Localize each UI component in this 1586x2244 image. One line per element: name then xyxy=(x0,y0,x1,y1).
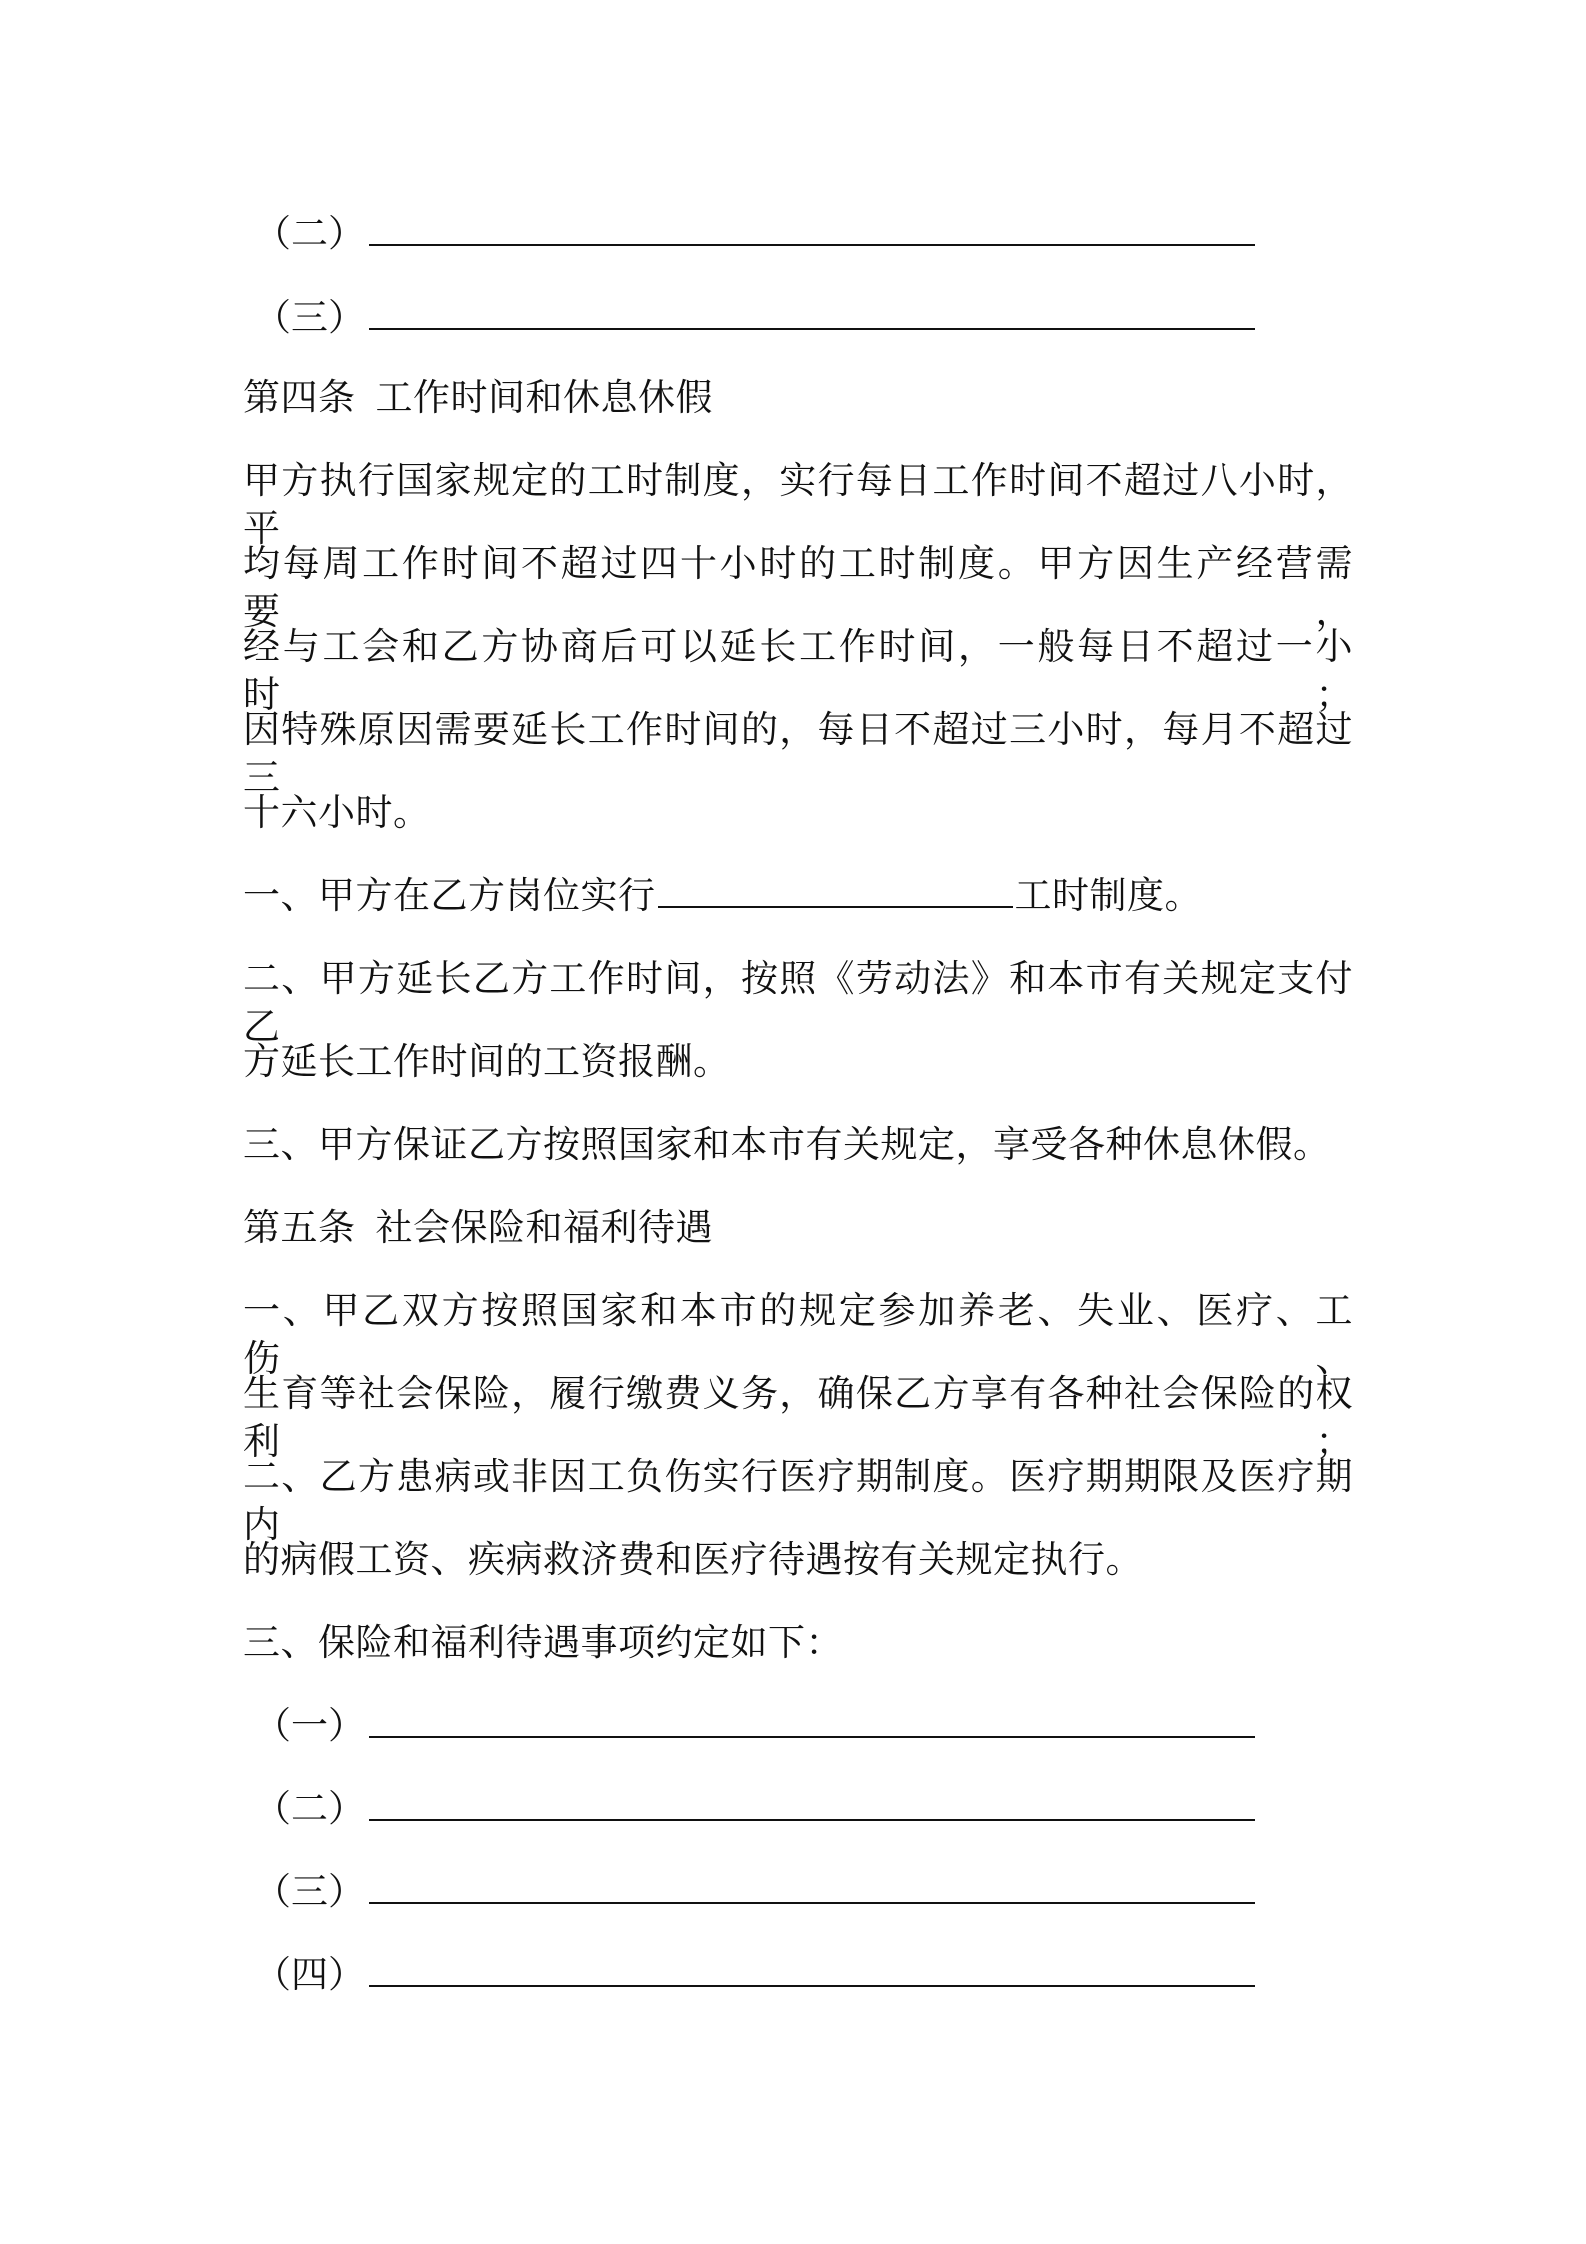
top-item-2 xyxy=(254,210,1255,258)
clause-text: 工时制度。 xyxy=(1014,874,1202,917)
article-5-clause-2-line: 的病假工资、疾病救济费和医疗待遇按有关规定执行。 xyxy=(243,1538,1143,1581)
clause-text: 一、甲方在乙方岗位实行 xyxy=(243,874,656,917)
article-4-clause-2-line: 方延长工作时间的工资报酬。 xyxy=(243,1040,731,1083)
fill-in-blank[interactable] xyxy=(369,1706,1255,1738)
benefit-item-2 xyxy=(254,1785,1255,1833)
article-4-intro-line: 因特殊原因需要延长工作时间的，每日不超过三小时，每月不超过三 xyxy=(243,708,1353,799)
article-number: 第四条 xyxy=(243,376,356,419)
top-item-3 xyxy=(254,294,1255,342)
article-5-clause-2-line: 二、乙方患病或非因工负伤实行医疗期制度。医疗期期限及医疗期内 xyxy=(243,1455,1353,1546)
article-4-intro-line: 甲方执行国家规定的工时制度，实行每日工作时间不超过八小时，平 xyxy=(243,459,1353,550)
benefit-item-3 xyxy=(254,1868,1255,1916)
item-label: （一） xyxy=(254,1704,365,1747)
item-label: （二） xyxy=(254,212,365,255)
article-4-clause-3: 三、甲方保证乙方按照国家和本市有关规定，享受各种休息休假。 xyxy=(243,1123,1331,1166)
fill-in-blank[interactable] xyxy=(369,214,1255,246)
work-hours-system-blank[interactable] xyxy=(658,876,1013,908)
article-5-clause-1-line: 一、甲乙双方按照国家和本市的规定参加养老、失业、医疗、工伤、 xyxy=(243,1289,1353,1380)
item-label: （三） xyxy=(254,1870,365,1913)
benefit-item-1 xyxy=(254,1702,1255,1750)
article-5-clause-1-line: 生育等社会保险，履行缴费义务，确保乙方享有各种社会保险的权利； xyxy=(243,1372,1353,1463)
article-4-intro-line: 均每周工作时间不超过四十小时的工时制度。甲方因生产经营需要， xyxy=(243,542,1353,633)
article-title: 工作时间和休息休假 xyxy=(375,376,713,419)
item-label: （三） xyxy=(254,296,365,339)
article-number: 第五条 xyxy=(243,1206,356,1249)
article-4-clause-2-line: 二、甲方延长乙方工作时间，按照《劳动法》和本市有关规定支付乙 xyxy=(243,957,1353,1048)
article-5-clause-3: 三、保险和福利待遇事项约定如下： xyxy=(243,1621,843,1664)
fill-in-blank[interactable] xyxy=(369,1789,1255,1821)
article-5-heading xyxy=(243,1204,713,1252)
benefit-item-4 xyxy=(254,1951,1255,1999)
article-4-clause-1 xyxy=(243,872,1202,920)
article-title: 社会保险和福利待遇 xyxy=(375,1206,713,1249)
fill-in-blank[interactable] xyxy=(369,298,1255,330)
item-label: （四） xyxy=(254,1953,365,1996)
fill-in-blank[interactable] xyxy=(369,1872,1255,1904)
article-4-intro-line: 十六小时。 xyxy=(243,791,431,834)
article-4-intro-line: 经与工会和乙方协商后可以延长工作时间，一般每日不超过一小时； xyxy=(243,625,1353,716)
item-label: （二） xyxy=(254,1787,365,1830)
fill-in-blank[interactable] xyxy=(369,1955,1255,1987)
article-4-heading xyxy=(243,374,713,422)
